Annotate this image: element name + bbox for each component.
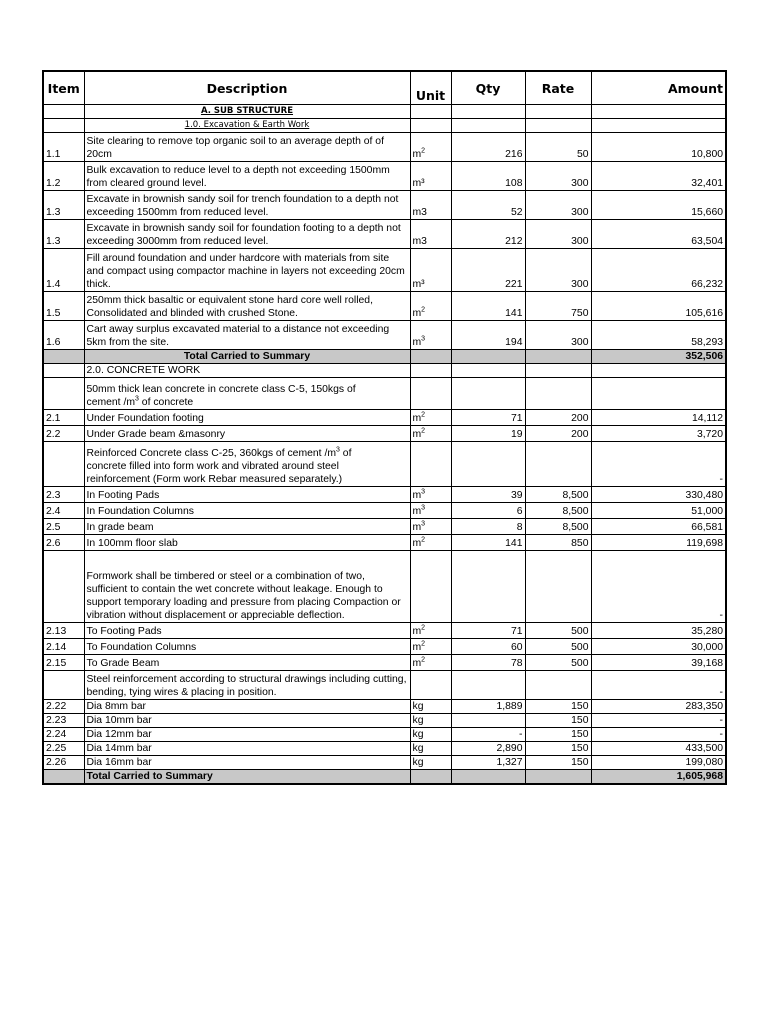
unit-text: kg: [412, 729, 424, 740]
header-qty: Qty: [451, 71, 525, 105]
qty-cell: 216: [451, 133, 525, 162]
item-number: 1.4: [43, 249, 84, 292]
amount-cell: 105,616: [591, 292, 726, 321]
amount-cell: 63,504: [591, 220, 726, 249]
header-row: [43, 71, 726, 105]
rate-cell: 500: [525, 623, 591, 639]
item-description: Dia 16mm bar: [84, 756, 410, 770]
unit-cell: [410, 623, 451, 639]
item-description: To Foundation Columns: [84, 639, 410, 655]
unit-cell: [410, 639, 451, 655]
table-row: [43, 714, 726, 728]
section-heading: 2.0. CONCRETE WORK: [84, 364, 410, 378]
table-row: [43, 639, 726, 655]
section-title-row: [43, 105, 726, 119]
item-description: Under Foundation footing: [84, 410, 410, 426]
unit-text: kg: [412, 715, 424, 726]
item-number: 2.26: [43, 756, 84, 770]
item-number: 2.22: [43, 700, 84, 714]
qty-cell: 141: [451, 535, 525, 551]
table-row: [43, 742, 726, 756]
item-number: 2.2: [43, 426, 84, 442]
amount-cell: 39,168: [591, 655, 726, 671]
unit-text: kg: [412, 701, 424, 712]
table-row: [43, 519, 726, 535]
rate-cell: 8,500: [525, 519, 591, 535]
header-description: Description: [84, 71, 410, 105]
unit-superscript: 3: [421, 488, 426, 496]
spec-row: [43, 442, 726, 487]
unit-cell: [410, 742, 451, 756]
header-amount: Amount: [591, 71, 726, 105]
rate-cell: 150: [525, 728, 591, 742]
item-number: 1.5: [43, 292, 84, 321]
rate-cell: 50: [525, 133, 591, 162]
item-description: Fill around foundation and under hardcore with materials from site and compact using compactor machine in layers not exceeding 20cm thick.: [84, 249, 410, 292]
spec-superscript: 3: [336, 446, 340, 454]
item-number: 2.5: [43, 519, 84, 535]
spec-line: of: [339, 448, 352, 459]
table-row: [43, 292, 726, 321]
unit-text: m: [412, 413, 422, 424]
unit-superscript: 2: [421, 624, 426, 632]
unit-superscript: 2: [421, 306, 426, 314]
unit-text: m: [412, 522, 422, 533]
item-number: 2.13: [43, 623, 84, 639]
amount-cell: 14,112: [591, 410, 726, 426]
amount-cell: 58,293: [591, 321, 726, 350]
item-description: In Foundation Columns: [84, 503, 410, 519]
section-title: A. SUB STRUCTURE: [84, 105, 410, 119]
qty-cell: 52: [451, 191, 525, 220]
section-subtitle: 1.0. Excavation & Earth Work: [84, 119, 410, 133]
unit-cell: [410, 162, 451, 191]
qty-cell: 1,889: [451, 700, 525, 714]
item-description: Dia 14mm bar: [84, 742, 410, 756]
qty-cell: 19: [451, 426, 525, 442]
table-row: [43, 728, 726, 742]
qty-cell: 71: [451, 410, 525, 426]
table-row: [43, 249, 726, 292]
amount-cell: -: [591, 442, 726, 487]
rate-cell: 150: [525, 742, 591, 756]
item-number: 2.1: [43, 410, 84, 426]
amount-cell: -: [591, 671, 726, 700]
amount-cell: 119,698: [591, 535, 726, 551]
unit-cell: [410, 426, 451, 442]
qty-cell: 60: [451, 639, 525, 655]
amount-cell: 66,581: [591, 519, 726, 535]
unit-cell: [410, 700, 451, 714]
unit-text: m: [412, 538, 422, 549]
rate-cell: 200: [525, 426, 591, 442]
amount-cell: 30,000: [591, 639, 726, 655]
unit-cell: [410, 655, 451, 671]
total-row: [43, 770, 726, 785]
qty-cell: 141: [451, 292, 525, 321]
rate-cell: 300: [525, 249, 591, 292]
spec-description: [84, 378, 410, 410]
qty-cell: 71: [451, 623, 525, 639]
qty-cell: 221: [451, 249, 525, 292]
qty-cell: [451, 714, 525, 728]
rate-cell: 850: [525, 535, 591, 551]
spec-superscript: 3: [135, 395, 139, 403]
unit-text: m3: [412, 207, 427, 218]
item-description: Dia 12mm bar: [84, 728, 410, 742]
table-row: [43, 700, 726, 714]
unit-cell: [410, 503, 451, 519]
qty-cell: 78: [451, 655, 525, 671]
total-amount: 1,605,968: [591, 770, 726, 785]
table-row: [43, 321, 726, 350]
item-description: Under Grade beam &masonry: [84, 426, 410, 442]
qty-cell: 2,890: [451, 742, 525, 756]
spec-description: Formwork shall be timbered or steel or a combination of two, sufficient to contain the wet concrete without leakage. Enough to support temporary loading and pressure from placing Compaction or vibration without displacement or appreciable deflection.: [84, 551, 410, 623]
header-item: Item: [43, 71, 84, 105]
table-row: [43, 426, 726, 442]
unit-superscript: 2: [421, 640, 426, 648]
rate-cell: 500: [525, 655, 591, 671]
header-unit: Unit: [410, 71, 451, 105]
item-description: Bulk excavation to reduce level to a depth not exceeding 1500mm from cleared ground level.: [84, 162, 410, 191]
table-row: [43, 410, 726, 426]
amount-cell: -: [591, 714, 726, 728]
spec-line: reinforcement (Form work Rebar measured separately.): [86, 474, 343, 485]
table-row: [43, 220, 726, 249]
spec-line: Reinforced Concrete class C-25, 360kgs of cement /m: [86, 448, 336, 459]
rate-cell: 150: [525, 700, 591, 714]
header-rate: Rate: [525, 71, 591, 105]
item-number: 2.6: [43, 535, 84, 551]
item-number: 1.3: [43, 191, 84, 220]
unit-cell: [410, 728, 451, 742]
rate-cell: 8,500: [525, 487, 591, 503]
qty-cell: 108: [451, 162, 525, 191]
item-description: In grade beam: [84, 519, 410, 535]
qty-cell: -: [451, 728, 525, 742]
unit-text: m: [412, 337, 422, 348]
amount-cell: -: [591, 728, 726, 742]
amount-cell: -: [591, 551, 726, 623]
unit-cell: [410, 487, 451, 503]
item-number: 2.14: [43, 639, 84, 655]
unit-superscript: 2: [421, 427, 426, 435]
amount-cell: 10,800: [591, 133, 726, 162]
item-number: 2.23: [43, 714, 84, 728]
qty-cell: 1,327: [451, 756, 525, 770]
rate-cell: 150: [525, 756, 591, 770]
rate-cell: 150: [525, 714, 591, 728]
amount-cell: 32,401: [591, 162, 726, 191]
unit-cell: [410, 535, 451, 551]
spec-row: [43, 551, 726, 623]
unit-superscript: 3: [421, 520, 426, 528]
item-number: 1.6: [43, 321, 84, 350]
total-label: Total Carried to Summary: [84, 770, 410, 785]
spec-line: concrete filled into form work and vibrated around steel: [86, 461, 339, 472]
table-row: [43, 655, 726, 671]
item-description: Excavate in brownish sandy soil for foundation footing to a depth not exceeding 3000mm from reduced level.: [84, 220, 410, 249]
rate-cell: 300: [525, 321, 591, 350]
item-description: In 100mm floor slab: [84, 535, 410, 551]
rate-cell: 200: [525, 410, 591, 426]
table-row: [43, 623, 726, 639]
amount-cell: 283,350: [591, 700, 726, 714]
amount-cell: 66,232: [591, 249, 726, 292]
item-number: 1.3: [43, 220, 84, 249]
item-description: To Footing Pads: [84, 623, 410, 639]
table-row: [43, 133, 726, 162]
unit-text: m: [412, 626, 422, 637]
table-row: [43, 756, 726, 770]
qty-cell: 212: [451, 220, 525, 249]
unit-cell: [410, 410, 451, 426]
unit-superscript: 2: [421, 656, 426, 664]
item-description: Cart away surplus excavated material to a distance not exceeding 5km from the site.: [84, 321, 410, 350]
amount-cell: 15,660: [591, 191, 726, 220]
unit-cell: [410, 519, 451, 535]
unit-cell: [410, 133, 451, 162]
section-heading-row: [43, 364, 726, 378]
spec-row: [43, 671, 726, 700]
item-number: 2.3: [43, 487, 84, 503]
section-subtitle-row: [43, 119, 726, 133]
unit-cell: [410, 292, 451, 321]
item-description: To Grade Beam: [84, 655, 410, 671]
item-description: Excavate in brownish sandy soil for trench foundation to a depth not exceeding 1500mm from reduced level.: [84, 191, 410, 220]
spec-description: [84, 442, 410, 487]
unit-text: m: [412, 308, 422, 319]
rate-cell: 8,500: [525, 503, 591, 519]
spec-line: of concrete: [138, 397, 194, 408]
unit-text: kg: [412, 757, 424, 768]
unit-cell: [410, 249, 451, 292]
rate-cell: 300: [525, 220, 591, 249]
unit-text: m³: [412, 279, 425, 290]
boq-table: [42, 70, 727, 785]
unit-text: m: [412, 149, 422, 160]
total-label: Total Carried to Summary: [84, 350, 410, 364]
item-description: Site clearing to remove top organic soil to an average depth of of 20cm: [84, 133, 410, 162]
unit-cell: [410, 321, 451, 350]
unit-text: kg: [412, 743, 424, 754]
spec-line: cement /m: [86, 397, 136, 408]
qty-cell: 8: [451, 519, 525, 535]
table-row: [43, 162, 726, 191]
unit-superscript: 3: [421, 504, 426, 512]
amount-cell: 433,500: [591, 742, 726, 756]
unit-cell: [410, 191, 451, 220]
spec-line: 50mm thick lean concrete in concrete class C-5, 150kgs of: [86, 384, 356, 395]
unit-text: m³: [412, 178, 425, 189]
unit-text: m: [412, 429, 422, 440]
amount-cell: 3,720: [591, 426, 726, 442]
unit-superscript: 2: [421, 147, 426, 155]
unit-superscript: 2: [421, 536, 426, 544]
spec-row: [43, 378, 726, 410]
unit-cell: [410, 220, 451, 249]
item-number: 1.1: [43, 133, 84, 162]
qty-cell: 194: [451, 321, 525, 350]
amount-cell: 35,280: [591, 623, 726, 639]
qty-cell: 6: [451, 503, 525, 519]
table-row: [43, 535, 726, 551]
item-description: Dia 8mm bar: [84, 700, 410, 714]
item-number: 2.25: [43, 742, 84, 756]
unit-text: m3: [412, 236, 427, 247]
rate-cell: 500: [525, 639, 591, 655]
rate-cell: 300: [525, 162, 591, 191]
unit-cell: [410, 714, 451, 728]
amount-cell: 199,080: [591, 756, 726, 770]
unit-superscript: 2: [421, 411, 426, 419]
item-number: 2.4: [43, 503, 84, 519]
amount-cell: 330,480: [591, 487, 726, 503]
item-description: In Footing Pads: [84, 487, 410, 503]
unit-text: m: [412, 658, 422, 669]
unit-text: m: [412, 506, 422, 517]
unit-superscript: 3: [421, 335, 426, 343]
total-row: [43, 350, 726, 364]
amount-cell: 51,000: [591, 503, 726, 519]
unit-text: m: [412, 490, 422, 501]
item-description: 250mm thick basaltic or equivalent stone hard core well rolled, Consolidated and blinded with crushed Stone.: [84, 292, 410, 321]
qty-cell: 39: [451, 487, 525, 503]
rate-cell: 300: [525, 191, 591, 220]
table-row: [43, 487, 726, 503]
item-number: 2.24: [43, 728, 84, 742]
rate-cell: 750: [525, 292, 591, 321]
unit-text: m: [412, 642, 422, 653]
table-row: [43, 503, 726, 519]
unit-cell: [410, 756, 451, 770]
item-description: Dia 10mm bar: [84, 714, 410, 728]
item-number: 1.2: [43, 162, 84, 191]
table-row: [43, 191, 726, 220]
total-amount: 352,506: [591, 350, 726, 364]
item-number: 2.15: [43, 655, 84, 671]
spec-description: Steel reinforcement according to structural drawings including cutting, bending, tying wires & placing in position.: [84, 671, 410, 700]
